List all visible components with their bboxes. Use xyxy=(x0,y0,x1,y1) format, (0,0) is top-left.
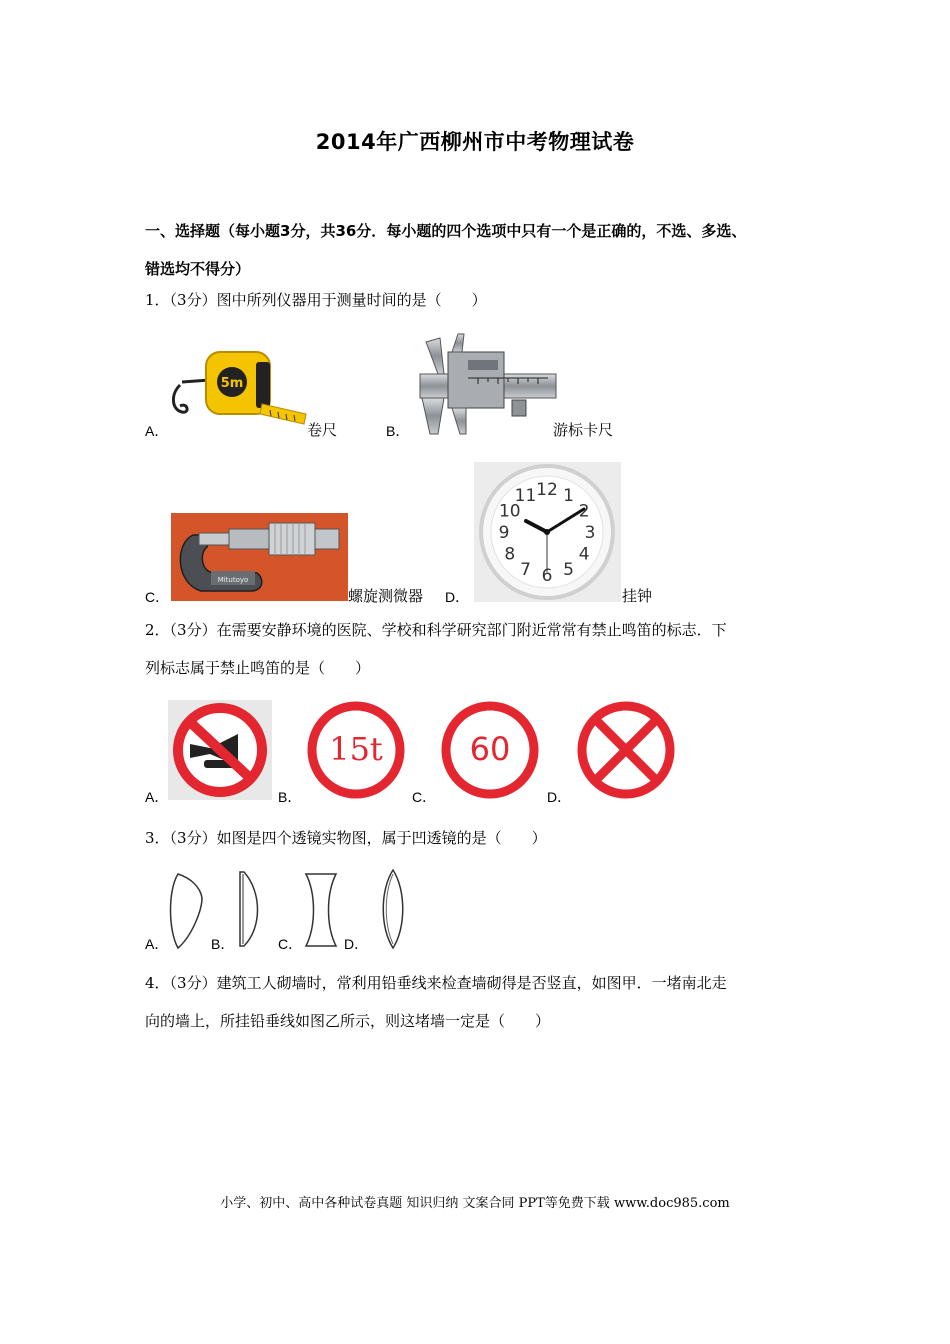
plano-convex-lens-b xyxy=(234,868,266,950)
q1-option-b-label: B． xyxy=(386,423,410,439)
q3-option-c-label: C． xyxy=(278,936,303,952)
section-heading-line1: 一、选择题（每小题3分，共36分．每小题的四个选项中只有一个是正确的，不选、多选、 xyxy=(145,222,747,240)
q2-option-b-label: B． xyxy=(278,789,302,805)
vernier-caliper-image xyxy=(408,330,558,436)
question-4-stem-line1: 4．（3分）建筑工人砌墙时，常利用铅垂线来检查墙砌得是否竖直，如图甲．一堵南北走 xyxy=(145,974,727,992)
clock-numeral: 2 xyxy=(578,501,590,522)
question-2-stem-line2: 列标志属于禁止鸣笛的是（ ） xyxy=(145,659,371,677)
weight-limit-sign xyxy=(304,698,408,802)
q2-option-d-label: D． xyxy=(547,789,572,805)
no-horn-sign xyxy=(168,700,272,800)
q1-option-a-caption: 卷尺 xyxy=(307,421,338,439)
speed-limit-text: 60 xyxy=(469,730,511,768)
clock-numeral: 10 xyxy=(498,501,521,522)
wall-clock-image xyxy=(474,462,621,602)
clock-numeral: 12 xyxy=(536,480,558,500)
micrometer-brand: Mitutoyo xyxy=(217,576,249,584)
q3-option-a-label: A． xyxy=(145,936,169,952)
section-heading xyxy=(145,212,835,288)
page-footer: 小学、初中、高中各种试卷真题 知识归纳 文案合同 PPT等免费下载 www.doc985.com xyxy=(220,1196,730,1211)
clock-numeral: 4 xyxy=(578,544,590,565)
question-2-stem-line1: 2．（3分）在需要安静环境的医院、学校和科学研究部门附近常常有禁止鸣笛的标志．下 xyxy=(145,621,727,639)
no-stopping-sign xyxy=(574,698,678,802)
q1-option-c-caption: 螺旋测微器 xyxy=(348,587,424,605)
clock-numeral: 3 xyxy=(584,523,596,543)
page-title: 2014年广西柳州市中考物理试卷 xyxy=(315,130,635,154)
clock-numeral: 11 xyxy=(514,485,537,506)
convex-lens-a xyxy=(168,870,208,952)
q1-option-d-label: D． xyxy=(445,589,470,605)
q1-option-a-label: A． xyxy=(145,423,169,439)
q3-option-d-label: D． xyxy=(344,936,369,952)
q2-option-c-label: C． xyxy=(412,789,437,805)
concave-lens-c xyxy=(300,870,342,950)
clock-numeral: 5 xyxy=(563,560,574,581)
q1-option-d-caption: 挂钟 xyxy=(622,587,653,605)
tape-measure-image xyxy=(170,340,310,440)
clock-numeral: 7 xyxy=(520,560,531,581)
micrometer-image xyxy=(171,513,348,601)
section-heading-line2: 错选均不得分） xyxy=(145,260,251,278)
clock-numeral: 1 xyxy=(563,485,574,506)
weight-limit-text: 15t xyxy=(329,730,383,768)
q1-option-c-label: C． xyxy=(145,589,170,605)
question-1-stem: 1．（3分）图中所列仪器用于测量时间的是（ ） xyxy=(145,291,487,309)
tape-measure-text: 5m xyxy=(220,376,244,391)
q2-option-a-label: A． xyxy=(145,789,169,805)
question-4-stem-line2: 向的墙上，所挂铅垂线如图乙所示，则这堵墙一定是（ ） xyxy=(145,1012,551,1030)
clock-numeral: 6 xyxy=(541,566,553,586)
clock-numeral: 8 xyxy=(504,544,516,565)
speed-limit-sign xyxy=(438,698,542,802)
clock-numeral: 9 xyxy=(498,523,510,543)
q3-option-b-label: B． xyxy=(211,936,235,952)
convex-lens-d xyxy=(376,866,410,952)
q1-option-b-caption: 游标卡尺 xyxy=(553,421,614,439)
question-3-stem: 3．（3分）如图是四个透镜实物图，属于凹透镜的是（ ） xyxy=(145,829,547,847)
